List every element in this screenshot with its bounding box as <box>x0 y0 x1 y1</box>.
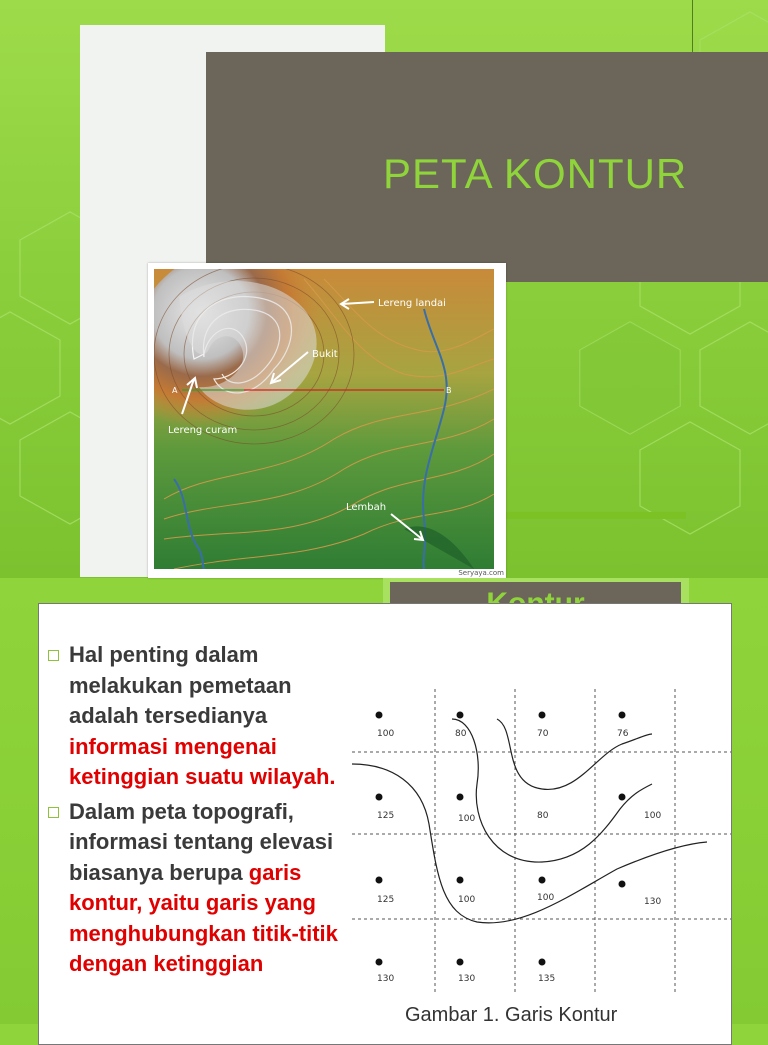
bullet-text-highlight: informasi mengenai ketinggian suatu wilayah. <box>69 733 336 789</box>
label-lereng-curam: Lereng curam <box>168 425 238 436</box>
label-lembah: Lembah <box>346 502 387 513</box>
grid-value: 130 <box>644 897 662 907</box>
content-box <box>38 603 732 1045</box>
accent-bar <box>498 512 686 519</box>
divider-line <box>692 0 693 52</box>
grid-value: 100 <box>458 895 476 905</box>
bullet-text-normal: Dalam peta topografi, informasi tentang elevasi biasanya berupa <box>69 798 334 885</box>
grid-value: 70 <box>537 729 549 739</box>
grid-value: 100 <box>458 814 476 824</box>
grid-value: 130 <box>458 974 476 984</box>
grid-value: 80 <box>537 811 549 821</box>
label-bukit: Bukit <box>312 349 338 360</box>
grid-value: 130 <box>377 974 395 984</box>
grid-value: 125 <box>377 895 395 905</box>
image-credit: Seryaya.com <box>458 569 504 577</box>
bullet-item <box>45 640 355 793</box>
bullet-list <box>45 640 355 984</box>
bullet-text <box>69 797 355 980</box>
square-bullet-icon <box>48 650 59 661</box>
label-lereng-landai: Lereng landai <box>378 298 446 309</box>
figure-caption: Gambar 1. Garis Kontur <box>405 1004 618 1026</box>
grid-value: 100 <box>644 811 662 821</box>
grid-value: 125 <box>377 811 395 821</box>
square-bullet-icon <box>48 807 59 818</box>
contour-map-graphic <box>154 269 494 569</box>
grid-value: 80 <box>455 729 467 739</box>
contour-line-diagram <box>352 684 731 994</box>
grid-value: 100 <box>377 729 395 739</box>
contour-map-image <box>148 263 506 578</box>
label-point-a: A <box>172 386 178 395</box>
label-point-b: B <box>446 386 452 395</box>
bullet-text-normal: Hal penting dalam melakukan pemetaan adalah tersedianya <box>69 642 292 728</box>
bullet-text <box>69 640 355 793</box>
bullet-item <box>45 797 355 980</box>
grid-value: 100 <box>537 893 555 903</box>
grid-value: 76 <box>617 729 629 739</box>
grid-value: 135 <box>538 974 556 984</box>
bullet-text-highlight: garis kontur, yaitu garis yang menghubungkan titik-titik dengan ketinggian <box>69 859 338 976</box>
slide-title: PETA KONTUR <box>383 150 688 197</box>
